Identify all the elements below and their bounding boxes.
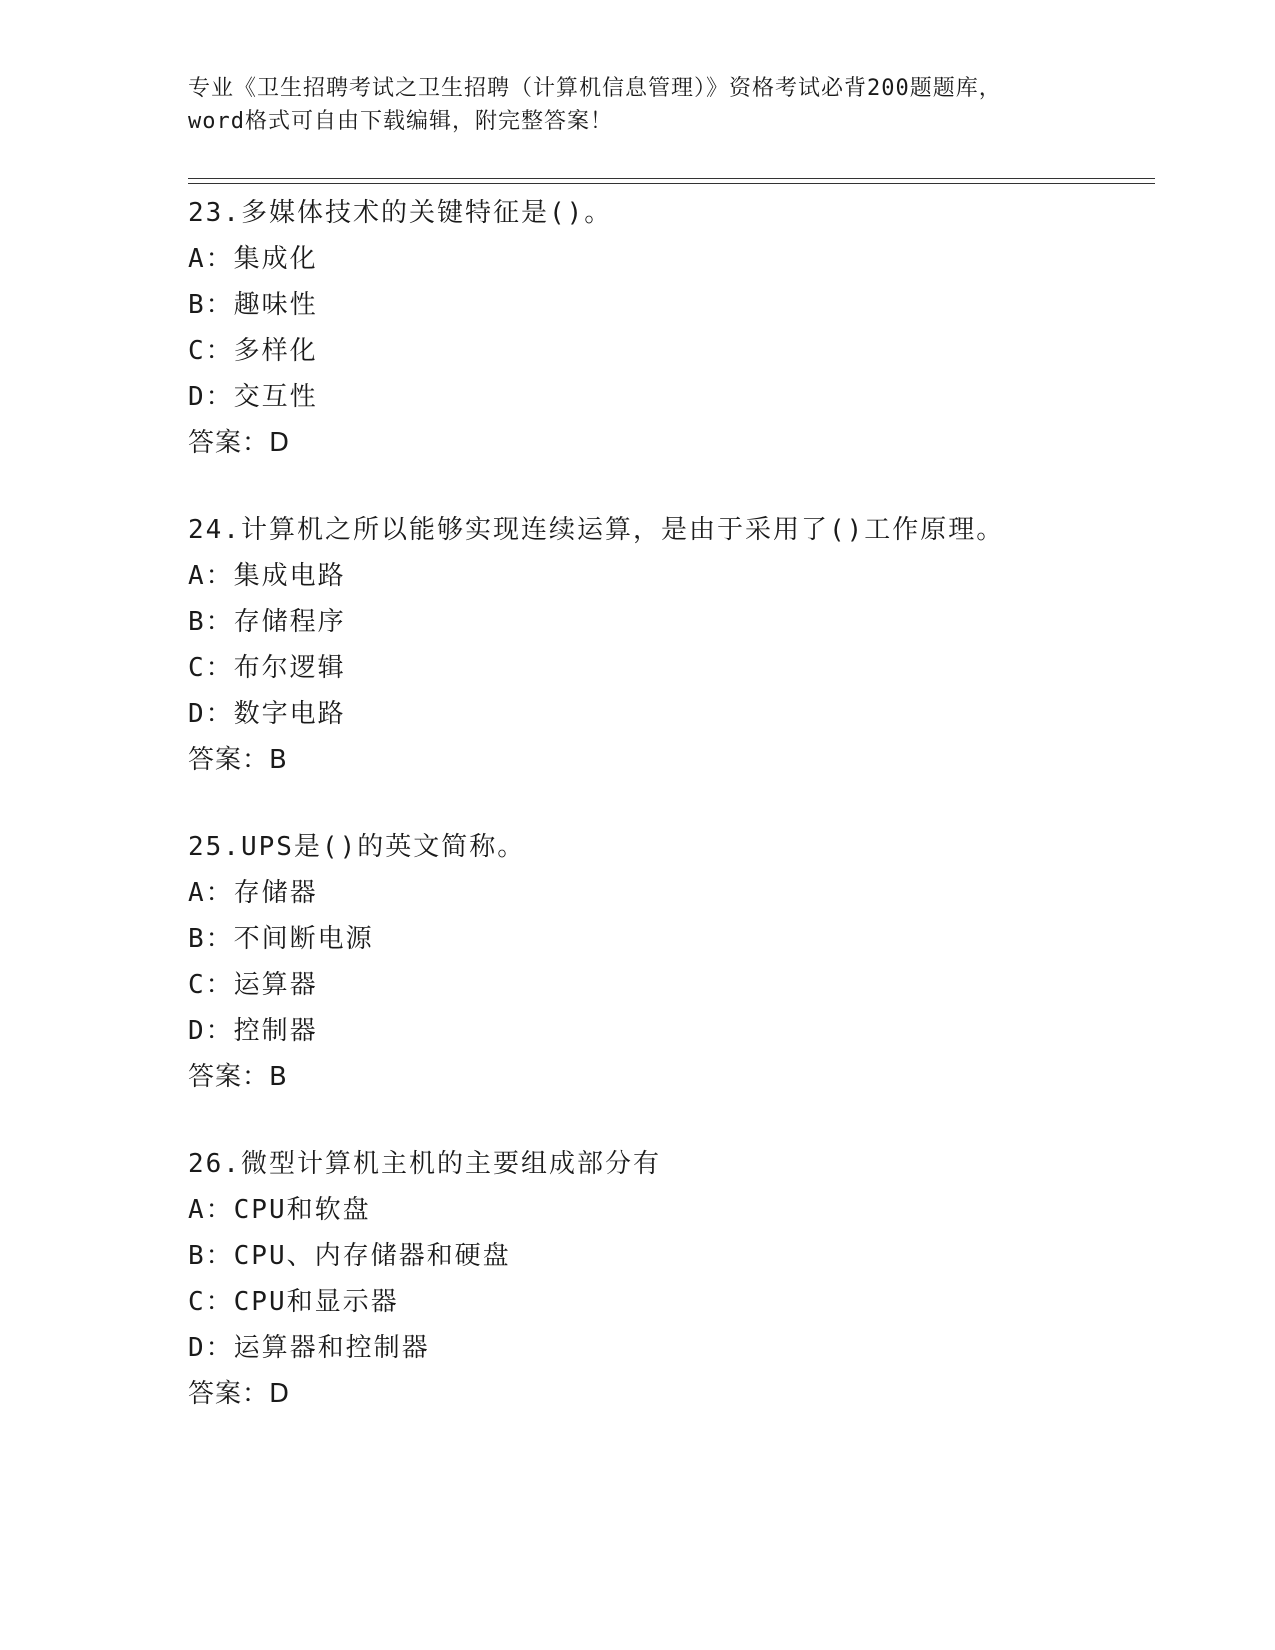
option-key: C：: [188, 653, 234, 683]
answer-value: D: [269, 1379, 291, 1409]
question-text: [188, 824, 1168, 870]
option-a: [188, 870, 1168, 916]
option-b: [188, 599, 1168, 645]
option-text: 运算器: [233, 970, 318, 1000]
option-key: A：: [188, 244, 234, 274]
option-text: 布尔逻辑: [233, 653, 346, 683]
option-text: CPU、内存储器和硬盘: [233, 1241, 511, 1271]
question-25: [188, 824, 1168, 1100]
answer: [188, 1054, 1168, 1100]
option-text: 数字电路: [233, 699, 346, 729]
option-text: 不间断电源: [233, 924, 374, 954]
question-stem: 计算机之所以能够实现连续运算，是由于采用了()工作原理。: [240, 515, 1005, 545]
option-d: [188, 691, 1168, 737]
option-text: 控制器: [233, 1016, 318, 1046]
option-key: D：: [188, 1016, 234, 1046]
answer: [188, 420, 1168, 466]
header-divider-bottom: [188, 183, 1155, 184]
header-line-2: word格式可自由下载编辑，附完整答案！: [188, 109, 613, 134]
option-text: 运算器和控制器: [233, 1333, 430, 1363]
option-key: C：: [188, 970, 234, 1000]
header-line-1: 专业《卫生招聘考试之卫生招聘（计算机信息管理）》资格考试必背200题题库，: [188, 76, 1002, 101]
option-d: [188, 1008, 1168, 1054]
option-key: A：: [188, 561, 234, 591]
answer: [188, 737, 1168, 783]
option-a: [188, 1187, 1168, 1233]
option-text: 集成电路: [233, 561, 346, 591]
option-b: [188, 1233, 1168, 1279]
option-text: 交互性: [233, 382, 318, 412]
answer-label: 答案：: [188, 745, 270, 775]
answer-label: 答案：: [188, 428, 270, 458]
answer-value: B: [269, 745, 288, 775]
option-key: C：: [188, 1287, 234, 1317]
document-header: [188, 72, 1088, 138]
answer-value: B: [269, 1062, 288, 1092]
option-text: CPU和显示器: [233, 1287, 399, 1317]
option-b: [188, 916, 1168, 962]
option-c: [188, 962, 1168, 1008]
option-d: [188, 1325, 1168, 1371]
option-a: [188, 553, 1168, 599]
question-list: [188, 190, 1168, 1458]
option-d: [188, 374, 1168, 420]
question-24: [188, 507, 1168, 783]
answer-value: D: [269, 428, 291, 458]
question-stem: 微型计算机主机的主要组成部分有: [240, 1149, 661, 1179]
question-text: [188, 190, 1168, 236]
option-key: B：: [188, 290, 234, 320]
question-number: 23.: [188, 198, 241, 228]
option-text: 存储器: [233, 878, 318, 908]
question-number: 26.: [188, 1149, 241, 1179]
option-text: 趣味性: [233, 290, 318, 320]
question-text: [188, 1141, 1168, 1187]
option-key: B：: [188, 924, 234, 954]
answer: [188, 1371, 1168, 1417]
header-divider-top: [188, 178, 1155, 179]
answer-label: 答案：: [188, 1062, 270, 1092]
option-text: 集成化: [233, 244, 318, 274]
question-text: [188, 507, 1168, 553]
option-key: B：: [188, 1241, 234, 1271]
option-c: [188, 328, 1168, 374]
option-key: D：: [188, 699, 234, 729]
question-stem: UPS是()的英文简称。: [240, 832, 526, 862]
question-number: 25.: [188, 832, 241, 862]
option-text: CPU和软盘: [233, 1195, 371, 1225]
option-b: [188, 282, 1168, 328]
option-text: 多样化: [233, 336, 318, 366]
option-key: A：: [188, 1195, 234, 1225]
option-c: [188, 645, 1168, 691]
question-number: 24.: [188, 515, 241, 545]
question-26: [188, 1141, 1168, 1417]
option-key: C：: [188, 336, 234, 366]
question-stem: 多媒体技术的关键特征是()。: [240, 198, 613, 228]
option-text: 存储程序: [233, 607, 346, 637]
option-key: D：: [188, 382, 234, 412]
option-key: B：: [188, 607, 234, 637]
question-23: [188, 190, 1168, 466]
option-c: [188, 1279, 1168, 1325]
option-a: [188, 236, 1168, 282]
option-key: A：: [188, 878, 234, 908]
option-key: D：: [188, 1333, 234, 1363]
answer-label: 答案：: [188, 1379, 270, 1409]
